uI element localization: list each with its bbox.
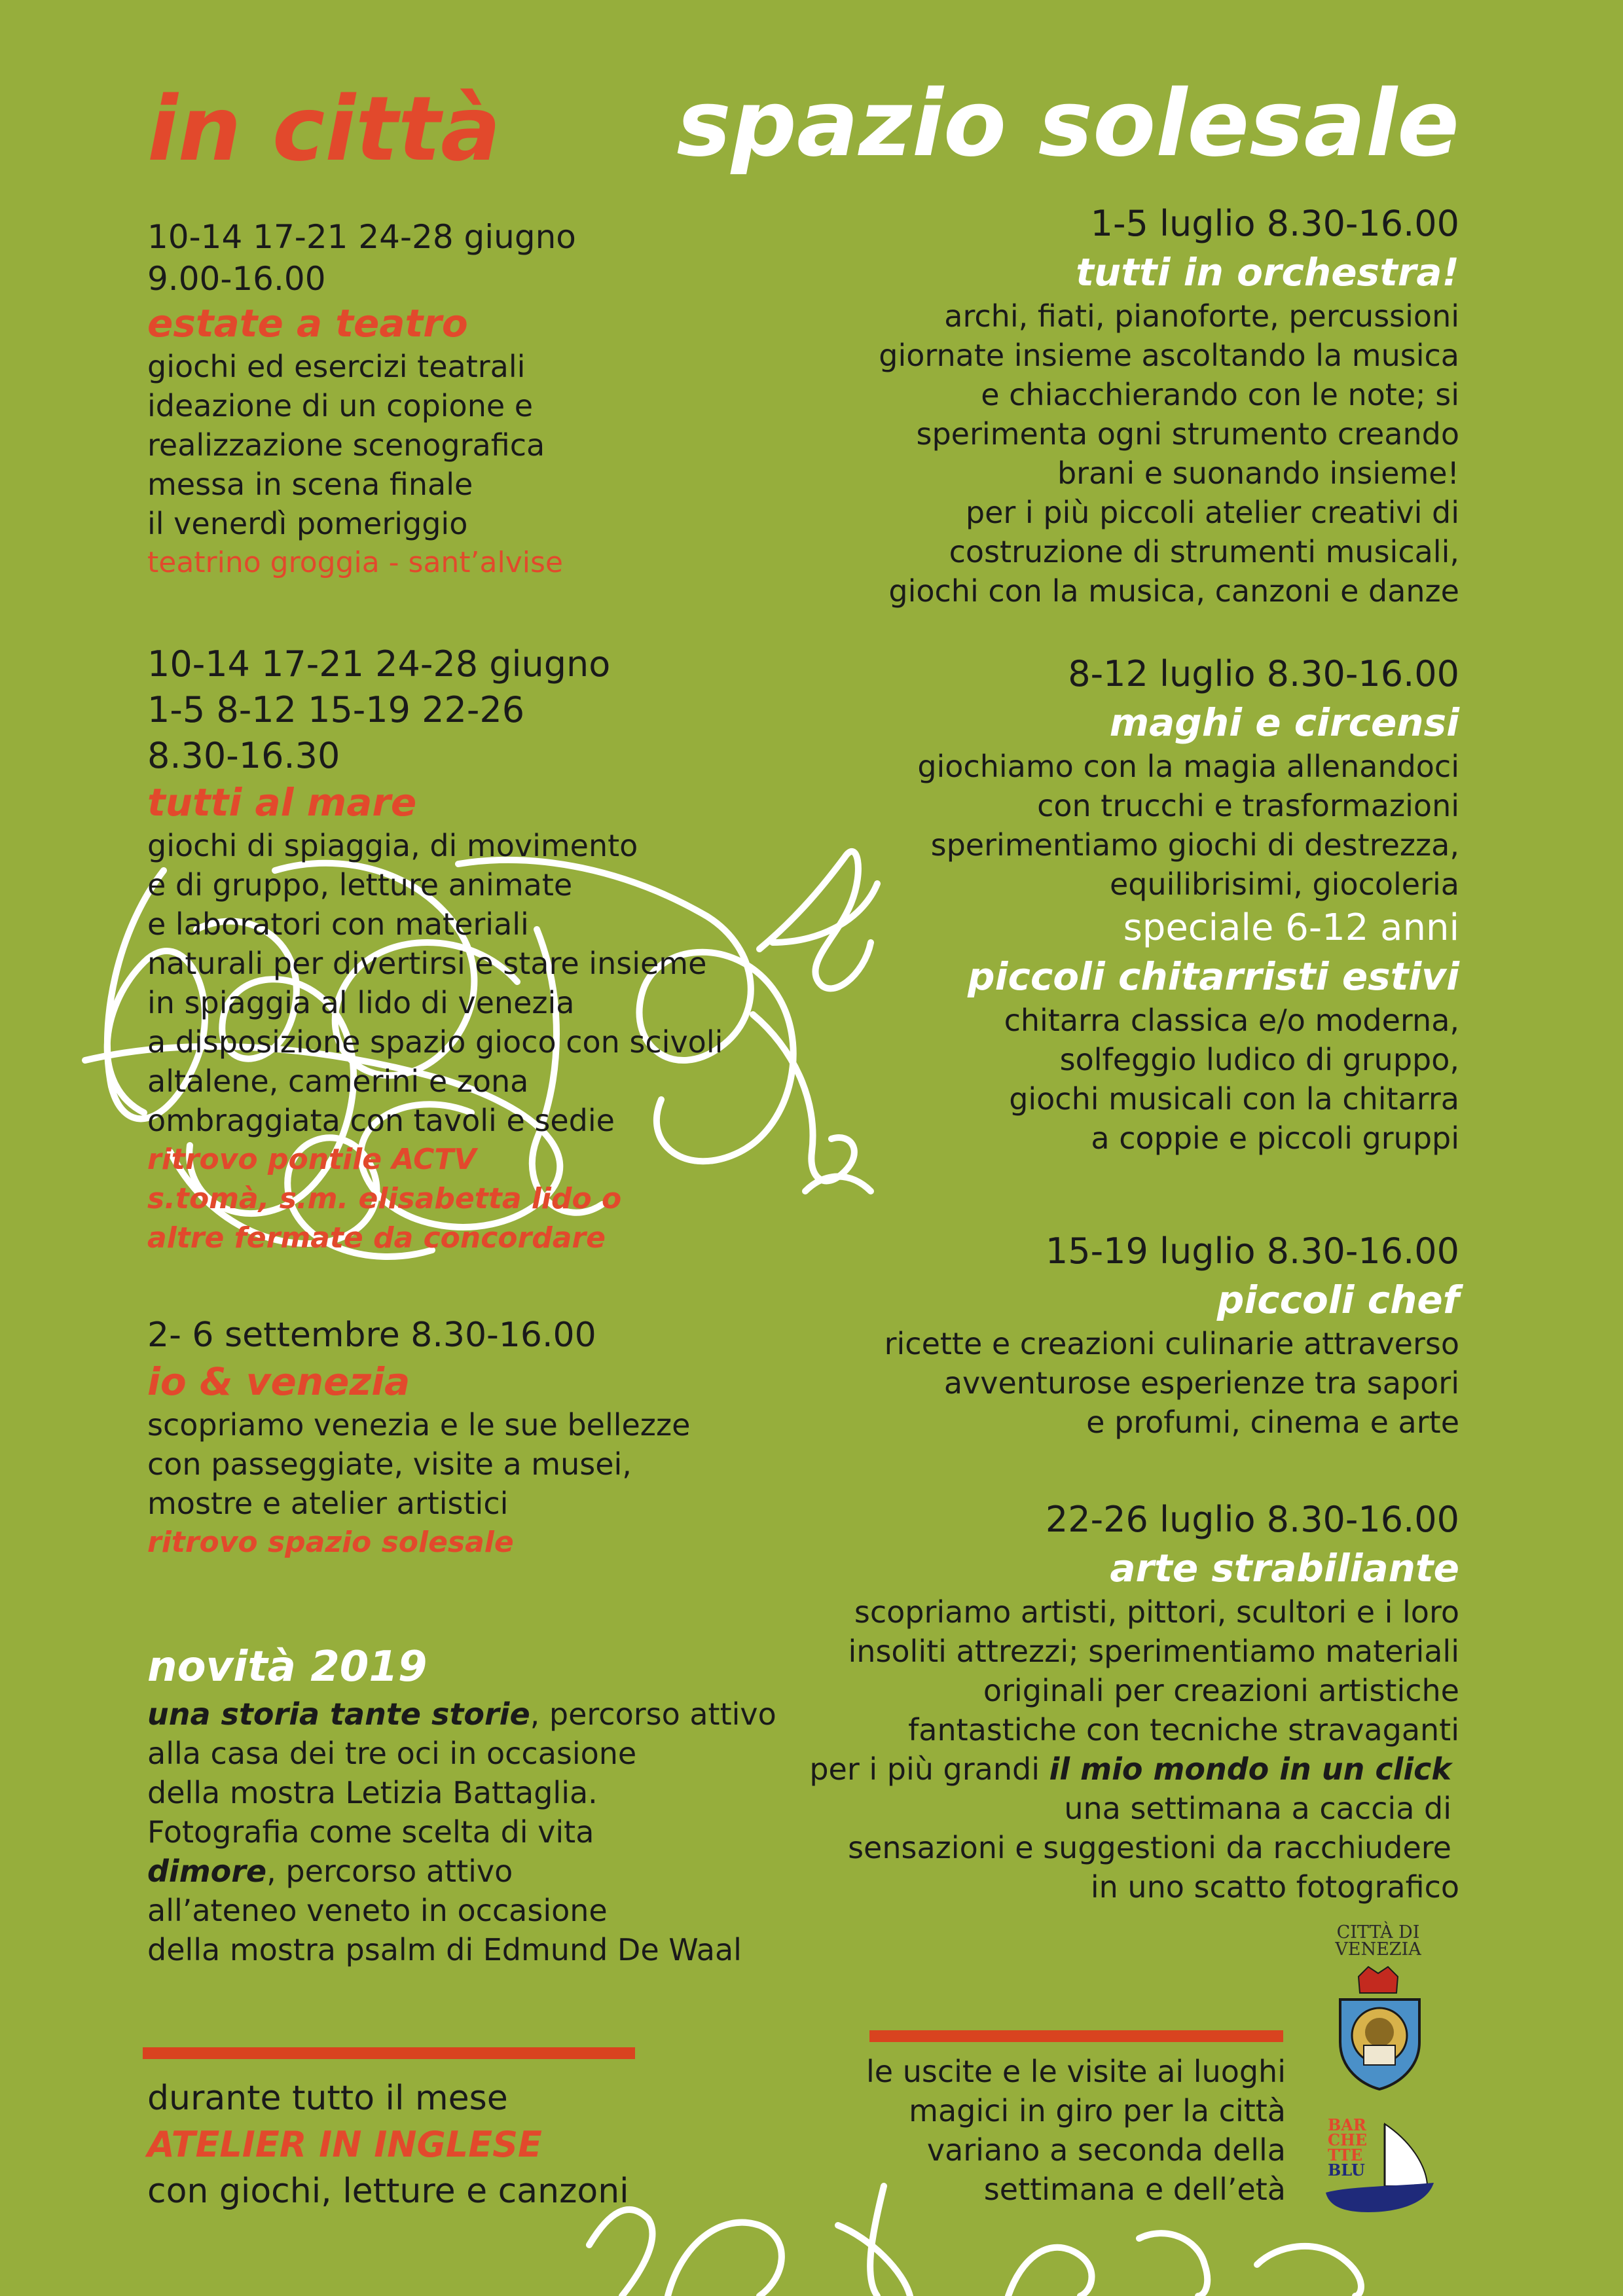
grandi-body-line: una settimana a caccia di [1064,1791,1451,1826]
section-arte-strabiliante [809,1496,1459,1907]
section-body-line: giochi ed esercizi teatrali [147,349,526,384]
section-novita-2019 [147,1640,776,1969]
novita-item2-heading [147,1852,776,1891]
section-body-line: costruzione di strumenti musicali, [949,534,1459,569]
section-body-line: ideazione di un copione e [147,388,534,423]
grandi-heading [809,1749,1459,1789]
section-dates: 1-5 8-12 15-19 22-26 [147,689,525,730]
section-place: altre fermate da concordare [147,1221,606,1255]
novita-body-line: della mostra psalm di Edmund De Waal [147,1932,742,1967]
left-footer-line: con giochi, letture e canzoni [147,2172,629,2211]
novita-item1-title: una storia tante storie [147,1696,530,1732]
section-body-line: ricette e creazioni culinarie attraverso [884,1326,1459,1361]
novita-item2-title: dimore [147,1854,267,1889]
section-maghi-e-circensi [917,650,1459,1158]
section-date: 22-26 luglio 8.30-16.00 [1045,1499,1459,1540]
section-title: maghi e circensi [1109,700,1459,745]
section-title: arte strabiliante [1110,1546,1459,1590]
section-body-line: giornate insieme ascoltando la musica [879,338,1459,373]
section-body-line: naturali per divertirsi e stare insieme [147,946,707,981]
logo-text: TTE [1328,2145,1363,2164]
section-body-line: altalene, camerini e zona [147,1064,529,1099]
left-footer-highlight: ATELIER IN INGLESE [147,2124,542,2165]
section-title: io & venezia [147,1359,410,1404]
novita-item1-rest: , percorso attivo [530,1696,776,1732]
special-body-line: a coppie e piccoli gruppi [1091,1121,1459,1156]
novita-body-line: alla casa dei tre oci in occasione [147,1736,637,1771]
logo-text: BLU [1328,2161,1365,2179]
section-body-line: giochi con la musica, canzoni e danze [888,573,1459,609]
section-body-line: brani e suonando insieme! [1057,456,1459,491]
section-body-line: sperimentiamo giochi di destrezza, [930,827,1459,863]
section-title: tutti in orchestra! [1076,250,1459,295]
section-body-line: messa in scena finale [147,467,473,502]
special-body-line: solfeggio ludico di gruppo, [1059,1042,1459,1077]
special-body-line: giochi musicali con la chitarra [1009,1081,1459,1117]
left-footer-divider [143,2047,635,2059]
section-body-line: e laboratori con materiali [147,906,529,942]
section-body-line: scopriamo artisti, pittori, scultori e i loro [854,1594,1459,1630]
right-footer-line: magici in giro per la città [909,2093,1286,2128]
section-dates: 2- 6 settembre 8.30-16.00 [147,1316,596,1355]
left-footer-line: durante tutto il mese [147,2079,508,2118]
right-footer-divider [869,2030,1283,2042]
section-date: 8-12 luglio 8.30-16.00 [1068,653,1459,694]
section-body-line: a disposizione spazio gioco con scivoli [147,1024,723,1060]
section-tutti-in-orchestra [879,200,1459,611]
right-footer-line: settimana e dell’età [983,2172,1286,2207]
section-date: 15-19 luglio 8.30-16.00 [1045,1230,1459,1272]
left-footer [147,2075,629,2215]
novita-body-line: Fotografia come scelta di vita [147,1814,594,1850]
section-io-e-venezia [147,1312,690,1562]
section-place: ritrovo spazio solesale [147,1526,514,1559]
section-body-line: con trucchi e trasformazioni [1037,788,1459,823]
novita-body-line: della mostra Letizia Battaglia. [147,1775,598,1810]
section-body-line: e profumi, cinema e arte [1086,1405,1459,1440]
section-place: ritrovo pontile ACTV [147,1143,477,1176]
right-footer-line: variano a seconda della [926,2132,1286,2168]
section-body-line: equilibrisimi, giocoleria [1110,867,1459,902]
logo-text: VENEZIA [1335,1939,1421,1960]
section-body-line: giochi di spiaggia, di movimento [147,828,638,863]
section-body-line: sperimenta ogni strumento creando [916,416,1459,452]
novita-title: novità 2019 [147,1643,428,1691]
section-place: teatrino groggia - sant’alvise [147,546,563,579]
section-body-line: insoliti attrezzi; sperimentiamo materiali [848,1634,1459,1669]
section-place: s.tomà, s.m. elisabetta lido o [147,1182,622,1215]
section-dates: 10-14 17-21 24-28 giugno [147,643,611,685]
section-body-line: originali per creazioni artistiche [983,1673,1459,1708]
venezia-crest-icon [1332,1964,1427,2091]
section-body-line: per i più piccoli atelier creativi di [965,495,1459,530]
section-body-line: scopriamo venezia e le sue bellezze [147,1407,691,1443]
special-subtitle: speciale 6-12 anni [1123,906,1459,949]
section-dates: 10-14 17-21 24-28 giugno [147,218,576,256]
citta-di-venezia-logo [1329,1924,1427,1958]
section-title: piccoli chef [1216,1278,1459,1322]
grandi-body-line: in uno scatto fotografico [1090,1869,1459,1905]
section-body-line: e di gruppo, letture animate [147,867,573,903]
section-body-line: ombraggiata con tavoli e sedie [147,1103,615,1138]
grandi-body-line: sensazioni e suggestioni da racchiudere [848,1830,1451,1865]
section-dates: 8.30-16.30 [147,735,340,776]
section-dates: 9.00-16.00 [147,260,326,298]
section-body-line: in spiaggia al lido di venezia [147,985,575,1020]
logo-text: CITTÀ DI [1336,1922,1420,1943]
section-body-line: il venerdì pomeriggio [147,506,468,541]
right-footer-line: le uscite e le visite ai luoghi [866,2054,1286,2089]
section-tutti-al-mare [147,641,723,1258]
special-title: piccoli chitarristi estivi [968,954,1459,999]
grandi-prefix: per i più grandi [809,1751,1049,1787]
right-heading: spazio solesale [676,71,1459,177]
section-body-line: con passeggiate, visite a musei, [147,1446,632,1482]
novita-item2-rest: , percorso attivo [266,1854,513,1889]
logo-text: BAR [1328,2115,1366,2134]
section-body-line: archi, fiati, pianoforte, percussioni [944,298,1459,334]
section-piccoli-chef [884,1227,1459,1442]
grandi-title: il mio mondo in un click [1049,1751,1451,1787]
section-body-line: giochiamo con la magia allenandoci [917,749,1459,784]
sailboat-icon [1322,2117,1440,2215]
section-body-line: avventurose esperienze tra sapori [943,1365,1459,1401]
section-body-line: mostre e atelier artistici [147,1486,509,1521]
special-body-line: chitarra classica e/o moderna, [1004,1003,1459,1038]
section-body-line: realizzazione scenografica [147,427,545,463]
logo-text: CHE [1328,2130,1368,2149]
section-date: 1-5 luglio 8.30-16.00 [1090,203,1459,244]
section-title: estate a teatro [147,301,468,346]
section-body-line: fantastiche con tecniche stravaganti [908,1712,1459,1748]
left-heading: in città [147,78,501,181]
novita-body-line: all’ateneo veneto in occasione [147,1893,608,1928]
right-footer [866,2052,1286,2209]
section-estate-a-teatro [147,216,576,583]
section-body-line: e chiacchierando con le note; si [981,377,1459,412]
section-title: tutti al mare [147,780,417,825]
novita-item1-heading [147,1695,776,1734]
